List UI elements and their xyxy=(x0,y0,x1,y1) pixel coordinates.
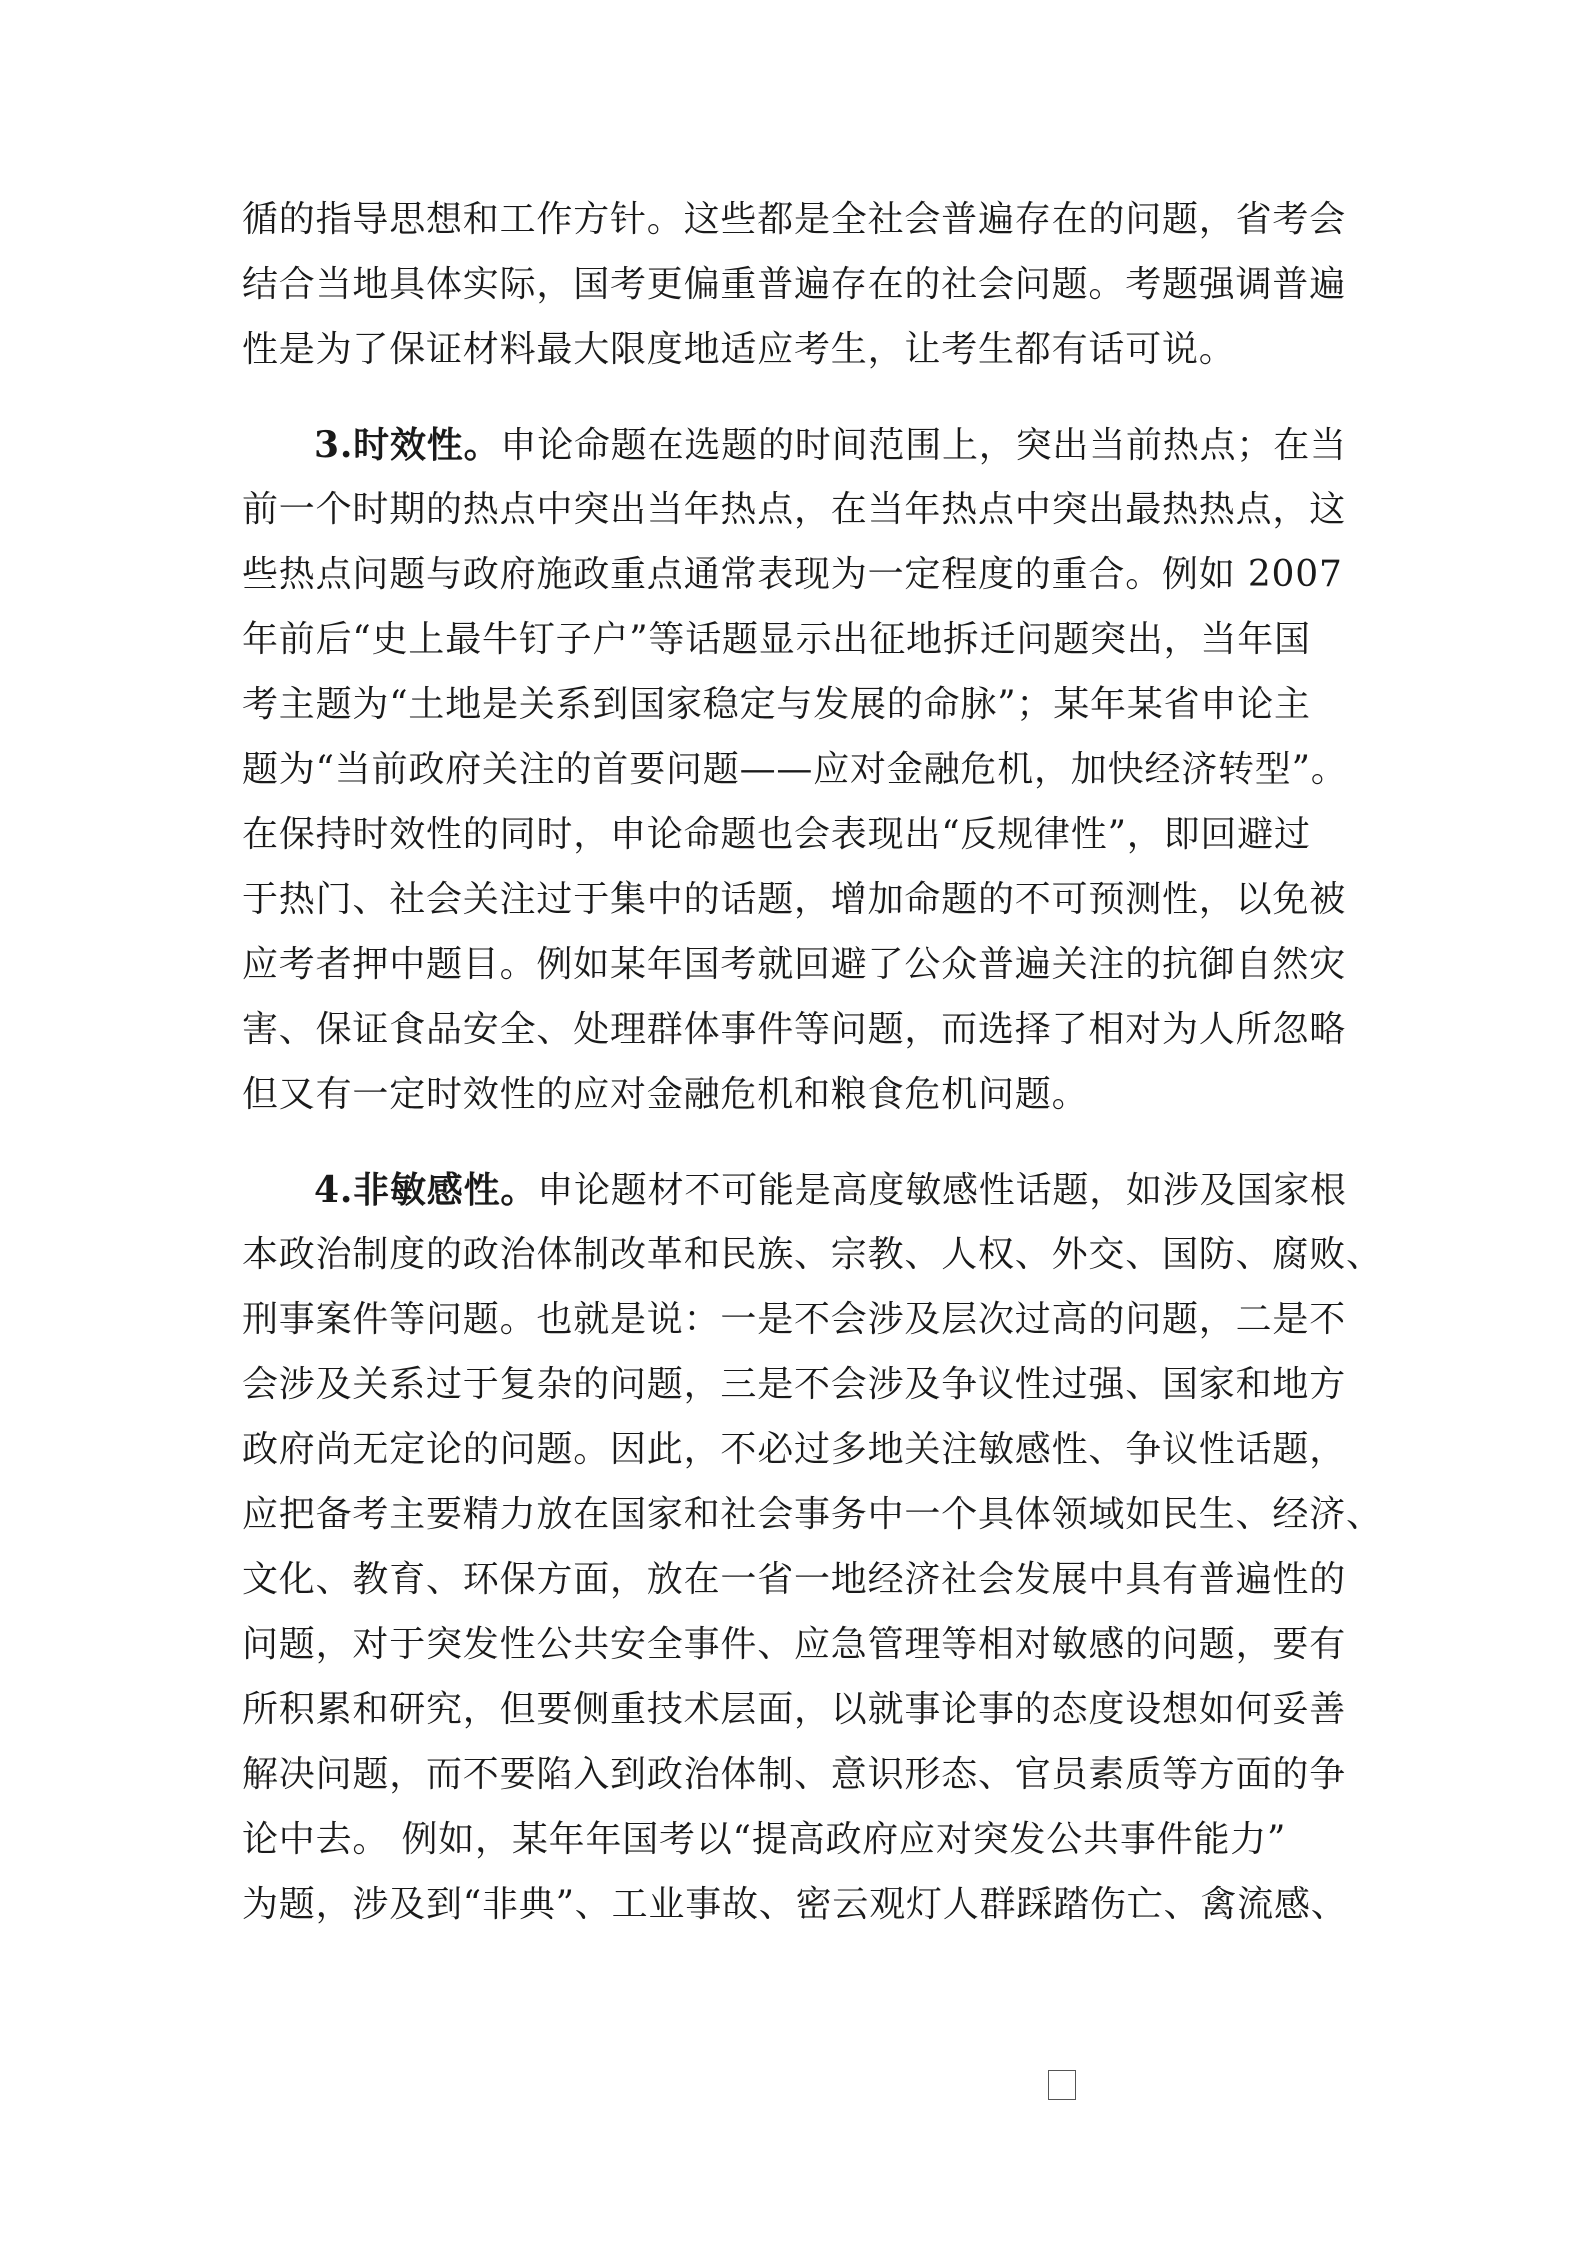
text-line: 性是为了保证材料最大限度地适应考生，让考生都有话可说。 xyxy=(242,329,1236,370)
text-line: 在保持时效性的同时，申论命题也会表现出“反规律性”，即回避过 xyxy=(242,814,1311,855)
paragraph-timeliness-first-line xyxy=(314,415,1347,475)
text-line: 于热门、社会关注过于集中的话题，增加命题的不可预测性，以免被 xyxy=(242,879,1347,920)
section-heading-non-sensitive: 4.非敏感性。 xyxy=(314,1169,538,1211)
text-line: 文化、教育、环保方面，放在一省一地经济社会发展中具有普遍性的 xyxy=(242,1559,1347,1600)
text-line: 应考者押中题目。例如某年国考就回避了公众普遍关注的抗御自然灾 xyxy=(242,944,1347,985)
text-line: 会涉及关系过于复杂的问题，三是不会涉及争议性过强、国家和地方 xyxy=(242,1364,1347,1405)
text-line: 但又有一定时效性的应对金融危机和粮食危机问题。 xyxy=(242,1074,1089,1115)
text-line: 应把备考主要精力放在国家和社会事务中一个具体领域如民生、经济、 xyxy=(242,1494,1383,1535)
text-line: 循的指导思想和工作方针。这些都是全社会普遍存在的问题，省考会 xyxy=(242,199,1347,240)
page-number-box-icon xyxy=(1048,2070,1076,2100)
text-span: 申论命题在选题的时间范围上，突出当前热点；在当 xyxy=(500,425,1347,466)
section-heading-timeliness: 3.时效性。 xyxy=(314,424,501,466)
text-line: 本政治制度的政治体制改革和民族、宗教、人权、外交、国防、腐败、 xyxy=(242,1234,1383,1275)
text-line: 结合当地具体实际，国考更偏重普遍存在的社会问题。考题强调普遍 xyxy=(242,264,1347,305)
text-line: 论中去。 例如，某年年国考以“提高政府应对突发公共事件能力” xyxy=(242,1819,1287,1860)
text-line: 年前后“史上最牛钉子户”等话题显示出征地拆迁问题突出，当年国 xyxy=(242,619,1311,660)
text-line: 考主题为“土地是关系到国家稳定与发展的命脉”；某年某省申论主 xyxy=(242,684,1311,725)
text-line: 问题，对于突发性公共安全事件、应急管理等相对敏感的问题，要有 xyxy=(242,1624,1347,1665)
text-line: 题为“当前政府关注的首要问题——应对金融危机，加快经济转型”。 xyxy=(242,749,1348,790)
text-line: 前一个时期的热点中突出当年热点，在当年热点中突出最热热点，这 xyxy=(242,489,1347,530)
text-line: 政府尚无定论的问题。因此，不必过多地关注敏感性、争议性话题， xyxy=(242,1429,1347,1470)
text-line: 所积累和研究，但要侧重技术层面，以就事论事的态度设想如何妥善 xyxy=(242,1689,1347,1730)
text-line: 些热点问题与政府施政重点通常表现为一定程度的重合。例如 2007 xyxy=(242,554,1343,595)
paragraph-non-sensitive-first-line xyxy=(314,1160,1347,1220)
text-span: 申论题材不可能是高度敏感性话题，如涉及国家根 xyxy=(537,1170,1347,1211)
text-line: 解决问题，而不要陷入到政治体制、意识形态、官员素质等方面的争 xyxy=(242,1754,1347,1795)
text-line: 为题，涉及到“非典”、工业事故、密云观灯人群踩踏伤亡、禽流感、 xyxy=(242,1884,1348,1925)
text-line: 刑事案件等问题。也就是说：一是不会涉及层次过高的问题，二是不 xyxy=(242,1299,1347,1340)
text-line: 害、保证食品安全、处理群体事件等问题，而选择了相对为人所忽略 xyxy=(242,1009,1347,1050)
